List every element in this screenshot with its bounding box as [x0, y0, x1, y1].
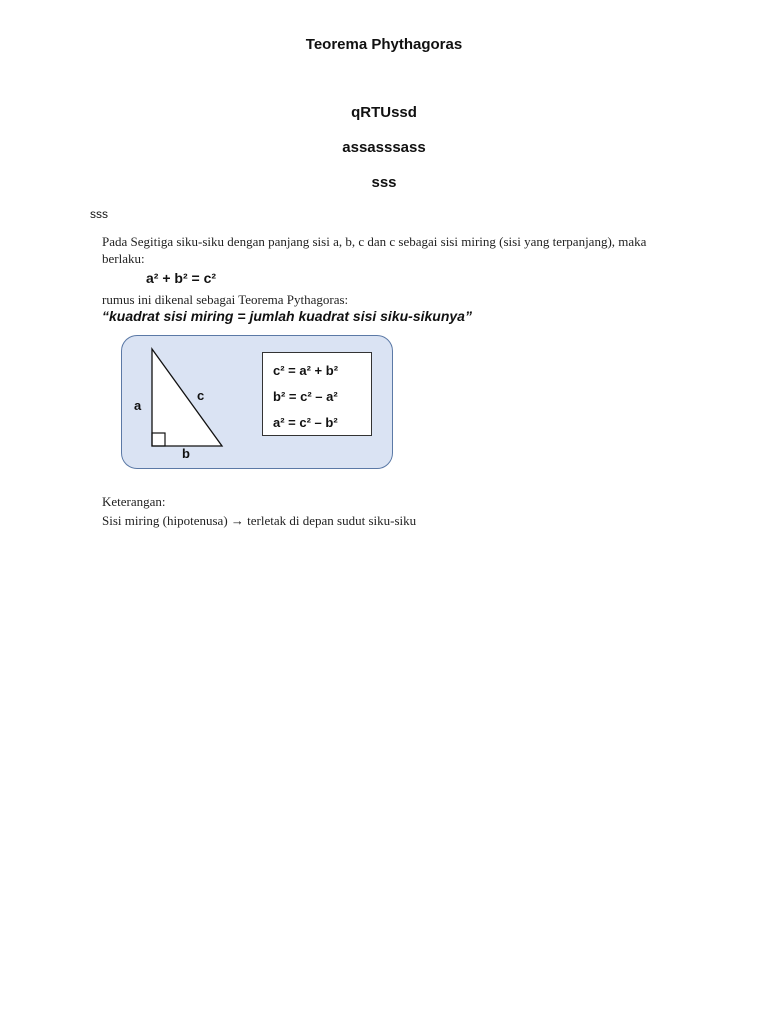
note-text: Sisi miring (hipotenusa) → terletak di depan sudut siku-siku: [102, 513, 417, 528]
plain-text: sss: [90, 207, 108, 221]
triangle-diagram: [121, 335, 393, 469]
side-b-label: b: [182, 446, 190, 461]
main-formula: a² + b² = c²: [146, 270, 217, 286]
known-as-text: rumus ini dikenal sebagai Teorema Pythagoras:: [102, 292, 349, 307]
side-a-label: a: [134, 398, 142, 413]
note-heading: Keterangan:: [102, 494, 166, 509]
formula-c: c² = a² + b²: [273, 363, 339, 378]
triangle-shape: [152, 349, 222, 446]
page-title: Teorema Phythagoras: [305, 36, 463, 53]
formula-a: a² = c² – b²: [273, 415, 338, 430]
intro-paragraph: Pada Segitiga siku-siku dengan panjang sisi a, b, c dan c sebagai sisi miring (sisi yang terpanjang), maka berlaku:: [102, 234, 647, 266]
subheading-3: sss: [371, 174, 397, 191]
formula-b: b² = c² – a²: [273, 389, 338, 404]
subheading-1: qRTUssd: [351, 104, 417, 121]
subheading-2: assasssass: [342, 139, 426, 156]
formula-box: [262, 352, 372, 436]
side-c-label: c: [197, 388, 205, 403]
quote-text: “kuadrat sisi miring = jumlah kuadrat sisi siku-sikunya”: [102, 308, 472, 324]
